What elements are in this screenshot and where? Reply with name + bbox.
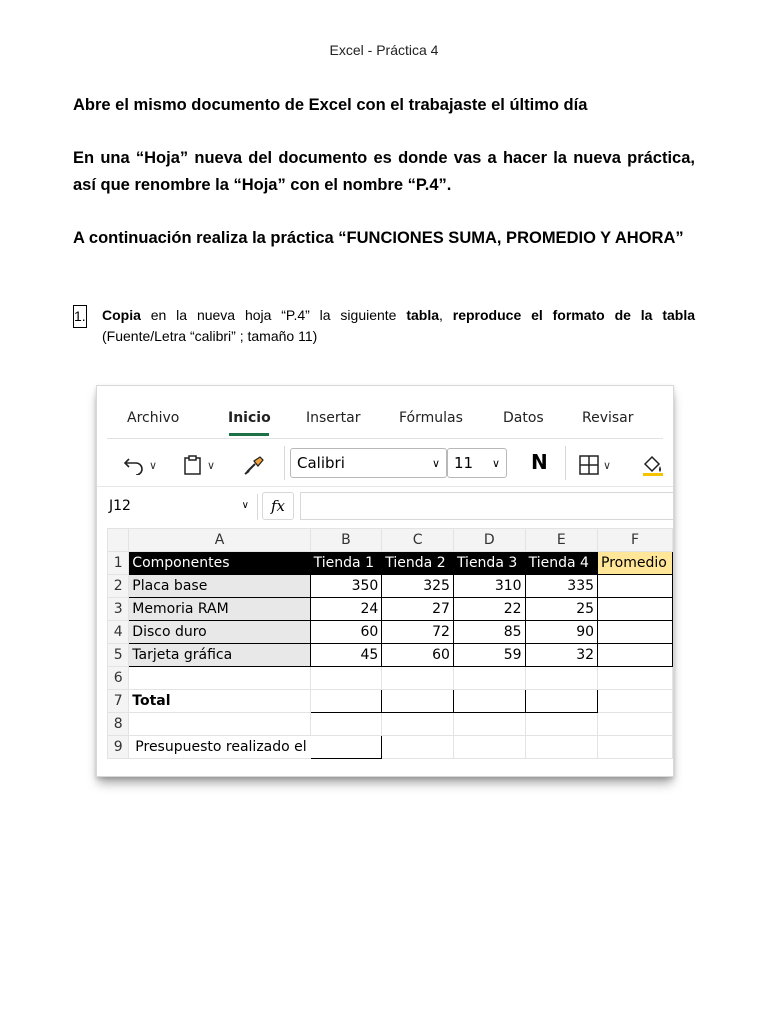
spreadsheet-grid: [107, 528, 673, 759]
chevron-down-icon: ∨: [603, 459, 612, 472]
paste-button[interactable]: [183, 450, 215, 480]
table-row: [108, 575, 673, 598]
value-cell[interactable]: 59: [453, 644, 525, 667]
value-cell[interactable]: 72: [382, 621, 454, 644]
promedio-cell[interactable]: [598, 598, 673, 621]
list-text: [102, 305, 695, 347]
fill-color-button[interactable]: [641, 450, 665, 480]
ribbon-tabs: [97, 386, 673, 436]
fill-bucket-icon: [641, 454, 665, 476]
format-painter-icon: [243, 454, 265, 476]
header-cell[interactable]: Tienda 3: [453, 552, 525, 575]
empty-cell[interactable]: [525, 736, 597, 759]
column-header-row: [108, 529, 673, 552]
row-header[interactable]: 2: [108, 575, 129, 598]
select-all-corner[interactable]: [108, 529, 129, 552]
row-header[interactable]: 8: [108, 713, 129, 736]
table-row: [108, 736, 673, 759]
tab-revisar[interactable]: Revisar: [582, 410, 634, 426]
empty-cell[interactable]: [129, 713, 310, 736]
value-cell[interactable]: 350: [310, 575, 382, 598]
table-row: [108, 713, 673, 736]
font-family-value: Calibri: [297, 454, 345, 472]
column-header-f[interactable]: F: [598, 529, 673, 552]
toolbar-separator: [284, 446, 285, 480]
value-cell[interactable]: 310: [453, 575, 525, 598]
empty-cell[interactable]: [598, 667, 673, 690]
toolbar-separator: [565, 446, 566, 480]
header-cell[interactable]: Tienda 1: [310, 552, 382, 575]
row-header[interactable]: 6: [108, 667, 129, 690]
copia-text: Copia: [102, 307, 141, 323]
value-cell[interactable]: 24: [310, 598, 382, 621]
empty-cell[interactable]: [525, 713, 597, 736]
value-cell[interactable]: 60: [310, 621, 382, 644]
tab-archivo[interactable]: Archivo: [127, 410, 180, 426]
value-cell[interactable]: 27: [382, 598, 454, 621]
empty-cell[interactable]: [129, 667, 310, 690]
insert-function-button[interactable]: fx: [262, 492, 294, 520]
name-box[interactable]: [105, 494, 258, 520]
total-cell[interactable]: [382, 690, 454, 713]
column-header-c[interactable]: C: [382, 529, 454, 552]
column-header-d[interactable]: D: [453, 529, 525, 552]
empty-cell[interactable]: [453, 736, 525, 759]
promedio-cell[interactable]: [598, 621, 673, 644]
borders-button[interactable]: [579, 450, 611, 480]
row-header[interactable]: 9: [108, 736, 129, 759]
value-cell[interactable]: 90: [525, 621, 597, 644]
value-cell[interactable]: 45: [310, 644, 382, 667]
instruction-practice-title: A continuación realiza la práctica “FUNCIONES SUMA, PROMEDIO Y AHORA”: [73, 229, 684, 247]
formula-bar-input[interactable]: [300, 492, 673, 520]
empty-cell[interactable]: [310, 713, 382, 736]
tab-insertar[interactable]: Insertar: [306, 410, 361, 426]
table-row: [108, 690, 673, 713]
header-cell[interactable]: Tienda 4: [525, 552, 597, 575]
table-row: [108, 644, 673, 667]
borders-icon: [579, 455, 599, 475]
value-cell[interactable]: 60: [382, 644, 454, 667]
chevron-down-icon: ∨: [207, 459, 216, 472]
empty-cell[interactable]: [598, 736, 673, 759]
label-cell[interactable]: Placa base: [129, 575, 310, 598]
tab-datos[interactable]: Datos: [503, 410, 544, 426]
presupuesto-label-cell[interactable]: Presupuesto realizado el: [129, 736, 310, 759]
row-header[interactable]: 4: [108, 621, 129, 644]
column-header-a[interactable]: A: [129, 529, 310, 552]
total-label-cell[interactable]: Total: [129, 690, 310, 713]
promedio-cell[interactable]: [598, 644, 673, 667]
column-header-e[interactable]: E: [525, 529, 597, 552]
value-cell[interactable]: 32: [525, 644, 597, 667]
promedio-header-cell[interactable]: Promedio: [598, 552, 673, 575]
value-cell[interactable]: 22: [453, 598, 525, 621]
font-size-value: 11: [454, 454, 474, 472]
empty-cell[interactable]: [310, 667, 382, 690]
row-header[interactable]: 1: [108, 552, 129, 575]
font-size-select[interactable]: [447, 448, 507, 478]
tabla-text: tabla: [406, 307, 440, 323]
instruction-rename-sheet: En una “Hoja” nueva del documento es donde vas a hacer la nueva práctica, así que renombre la “Hoja” con el nombre “P.4”.: [73, 149, 695, 194]
tab-inicio[interactable]: Inicio: [228, 410, 271, 426]
excel-screenshot: [96, 385, 674, 777]
bold-button[interactable]: N: [531, 450, 548, 474]
chevron-down-icon: ∨: [149, 459, 158, 472]
instruction-list-item: [73, 305, 695, 347]
undo-icon: [123, 455, 145, 475]
toolbar-divider: [97, 486, 673, 487]
row-header[interactable]: 5: [108, 644, 129, 667]
table-row: [108, 552, 673, 575]
instruction-part-3: (Fuente/Letra “calibri” ; tamaño 11): [102, 328, 318, 344]
chevron-down-icon: ∨: [241, 500, 249, 511]
instruction-part-2: ,: [439, 307, 453, 323]
empty-cell[interactable]: [453, 667, 525, 690]
empty-cell[interactable]: [598, 713, 673, 736]
label-cell[interactable]: Memoria RAM: [129, 598, 310, 621]
empty-cell[interactable]: [525, 667, 597, 690]
list-number: 1.: [73, 305, 87, 328]
table-row: [108, 621, 673, 644]
presupuesto-date-cell[interactable]: [310, 736, 382, 759]
empty-cell[interactable]: [382, 667, 454, 690]
font-family-select[interactable]: [290, 448, 447, 478]
active-tab-indicator: [229, 433, 269, 436]
header-cell[interactable]: Componentes: [129, 552, 310, 575]
chevron-down-icon: ∨: [431, 457, 440, 470]
empty-cell[interactable]: [382, 713, 454, 736]
document-header: Excel - Práctica 4: [329, 42, 439, 58]
row-header[interactable]: 3: [108, 598, 129, 621]
value-cell[interactable]: 25: [525, 598, 597, 621]
table-row: [108, 598, 673, 621]
empty-cell[interactable]: [453, 713, 525, 736]
reproduce-text: reproduce el formato de la tabla: [452, 307, 696, 323]
total-cell[interactable]: [310, 690, 382, 713]
ribbon-divider: [107, 438, 663, 439]
table-row: [108, 667, 673, 690]
chevron-down-icon: ∨: [491, 457, 500, 470]
label-cell[interactable]: Disco duro: [129, 621, 310, 644]
total-cell[interactable]: [453, 690, 525, 713]
instruction-part-1: en la nueva hoja “P.4” la siguiente: [140, 307, 407, 323]
instruction-open-document: Abre el mismo documento de Excel con el trabajaste el último día: [73, 96, 588, 114]
column-header-b[interactable]: B: [310, 529, 382, 552]
header-cell[interactable]: Tienda 2: [382, 552, 454, 575]
undo-button[interactable]: [123, 450, 157, 480]
value-cell[interactable]: 335: [525, 575, 597, 598]
empty-cell[interactable]: [598, 690, 673, 713]
promedio-cell[interactable]: [598, 575, 673, 598]
tab-formulas[interactable]: Fórmulas: [399, 410, 463, 426]
format-painter-button[interactable]: [243, 450, 265, 480]
value-cell[interactable]: 85: [453, 621, 525, 644]
cell-reference: J12: [109, 498, 131, 514]
value-cell[interactable]: 325: [382, 575, 454, 598]
clipboard-icon: [183, 454, 203, 476]
empty-cell[interactable]: [382, 736, 454, 759]
total-cell[interactable]: [525, 690, 597, 713]
row-header[interactable]: 7: [108, 690, 129, 713]
label-cell[interactable]: Tarjeta gráfica: [129, 644, 310, 667]
